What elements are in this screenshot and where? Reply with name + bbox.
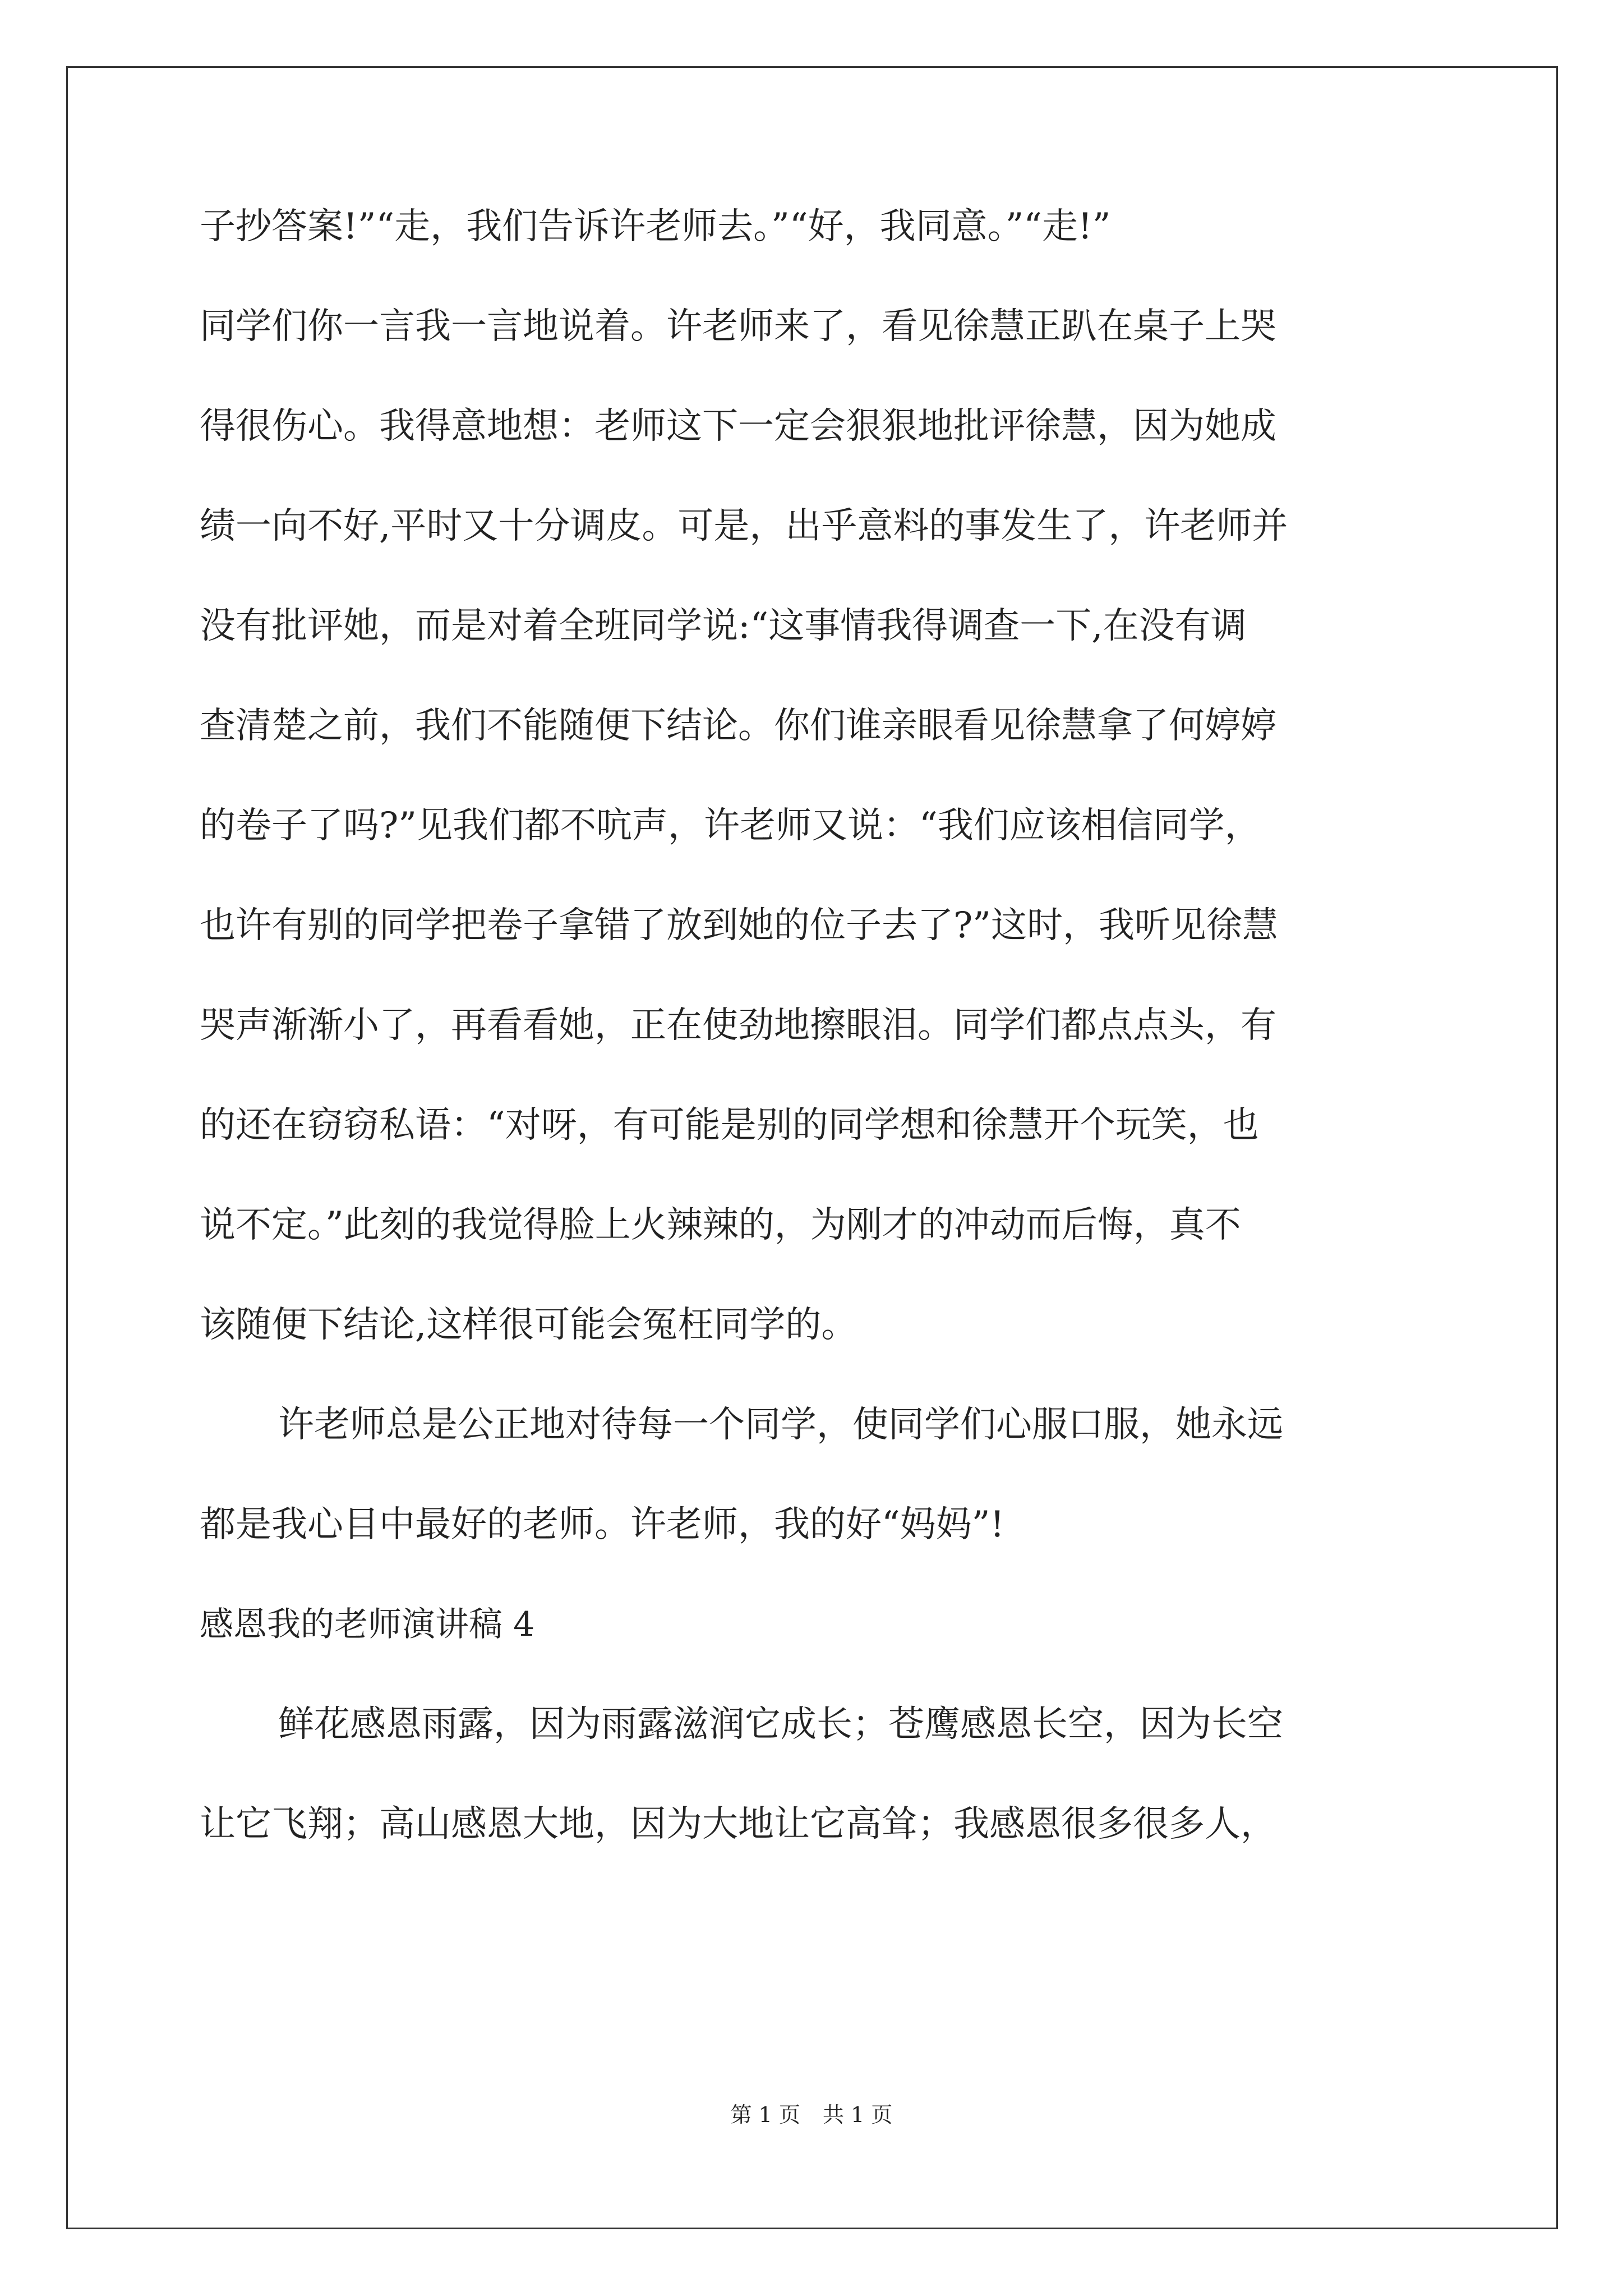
text-line: 哭声渐渐小了，再看看她，正在使劲地擦眼泪。同学们都点点头，有	[200, 1005, 1276, 1046]
text-line: 查清楚之前，我们不能随便下结论。你们谁亲眼看见徐慧拿了何婷婷	[200, 705, 1276, 747]
section-heading: 感恩我的老师演讲稿 4	[200, 1605, 535, 1644]
paragraph-start-line: 许老师总是公正地对待每一个同学，使同学们心服口服，她永远	[278, 1404, 1283, 1446]
text-line: 得很伤心。我得意地想：老师这下一定会狠狠地批评徐慧，因为她成	[200, 406, 1276, 447]
text-line: 让它飞翔；高山感恩大地，因为大地让它高耸；我感恩很多很多人，	[200, 1803, 1276, 1845]
text-line: 子抄答案!”“走，我们告诉许老师去。”“好，我同意。”“走!”	[200, 206, 1111, 247]
page-footer	[0, 2104, 1623, 2126]
text-line: 没有批评她，而是对着全班同学说:“这事情我得调查一下,在没有调	[200, 605, 1247, 647]
page-total: 共 1 页	[823, 2102, 893, 2127]
text-line: 的还在窃窃私语：“对呀，有可能是别的同学想和徐慧开个玩笑，也	[200, 1105, 1259, 1146]
text-line: 也许有别的同学把卷子拿错了放到她的位子去了?”这时，我听见徐慧	[200, 905, 1279, 946]
paragraph-start-line: 鲜花感恩雨露，因为雨露滋润它成长；苍鹰感恩长空，因为长空	[278, 1704, 1283, 1745]
text-line: 的卷子了吗?”见我们都不吭声，许老师又说：“我们应该相信同学，	[200, 805, 1261, 846]
text-line: 都是我心目中最好的老师。许老师，我的好“妈妈”!	[200, 1504, 1005, 1545]
text-line: 该随便下结论,这样很可能会冤枉同学的。	[200, 1304, 857, 1346]
text-line: 绩一向不好,平时又十分调皮。可是，出乎意料的事发生了，许老师并	[200, 505, 1288, 547]
page-number: 第 1 页	[730, 2102, 800, 2127]
text-line: 同学们你一言我一言地说着。许老师来了，看见徐慧正趴在桌子上哭	[200, 306, 1276, 347]
document-body	[200, 206, 1428, 1906]
text-line: 说不定。”此刻的我觉得脸上火辣辣的，为刚才的冲动而后悔，真不	[200, 1204, 1241, 1246]
